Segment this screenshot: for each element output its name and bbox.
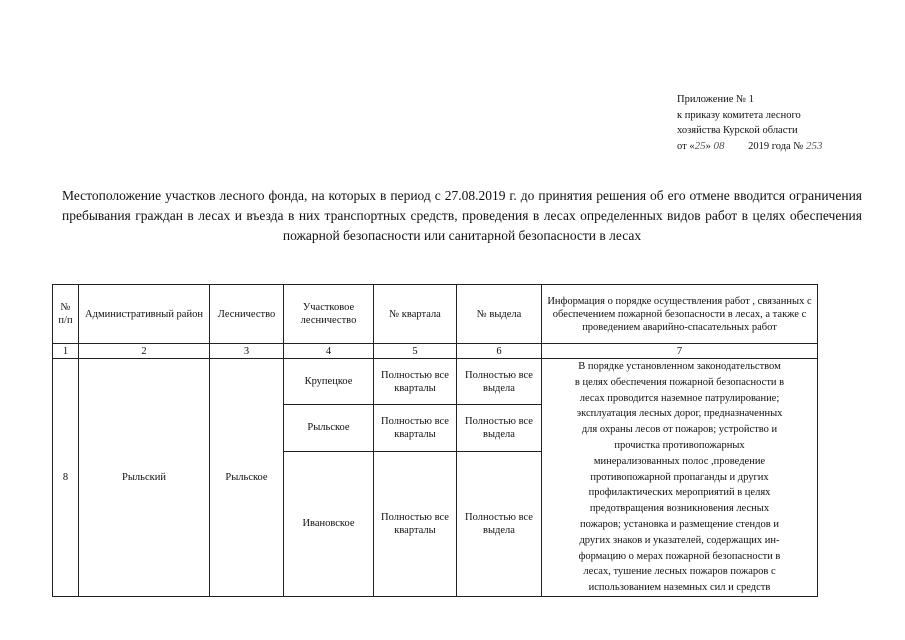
column-number: 5: [374, 344, 457, 359]
header-kvartal: № квартала: [374, 285, 457, 344]
appendix-block: [677, 92, 822, 154]
date-day-handwritten: 25: [694, 139, 706, 152]
info-line: минерализованных полос ,проведение: [593, 455, 766, 467]
kvartal-value: Полностью все кварталы: [374, 359, 457, 405]
column-number-row: [53, 344, 818, 359]
appendix-title: Приложение № 1: [677, 94, 754, 105]
info-line: противопожарной пропаганды и других: [590, 471, 769, 483]
info-line: В порядке установленном законодательством: [578, 361, 781, 372]
info-line: лесах, тушение лесных пожаров пожаров с: [583, 566, 776, 578]
header-info: Информация о порядке осуществления работ , связанных с обеспечением пожарной безопасности в лесах, а также с проведением аварийно-спасательных работ: [542, 285, 818, 344]
subforestry-name: Рыльское: [284, 405, 374, 451]
info-line: пожаров; установка и размещение стендов и: [580, 518, 779, 530]
header-vydel: № выдела: [457, 285, 542, 344]
info-line: в целях обеспечения пожарной безопасности в: [574, 376, 785, 388]
row-forestry: Рыльское: [210, 359, 284, 597]
column-number: 7: [542, 344, 818, 359]
date-suffix: 2019 года №: [748, 140, 804, 152]
header-forestry: Лесничество: [210, 285, 284, 344]
info-line: для охраны лесов от пожаров; устройство и: [581, 424, 778, 436]
info-line: формацию о мерах пожарной безопасности в: [578, 550, 781, 562]
column-number: 6: [457, 344, 542, 359]
header-subforestry: Участковое лесничество: [284, 285, 374, 344]
doc-number-handwritten: 253: [805, 139, 823, 152]
date-mid: »: [705, 140, 714, 152]
subforestry-name: Ивановское: [284, 451, 374, 596]
info-line: профилактических мероприятий в целях: [588, 487, 771, 499]
appendix-order-ref: к приказу комитета лесного: [677, 109, 801, 121]
info-text: [542, 359, 818, 597]
column-number: 4: [284, 344, 374, 359]
header-number: № п/п: [53, 285, 79, 344]
kvartal-value: Полностью все кварталы: [374, 451, 457, 596]
vydel-value: Полностью все выдела: [457, 359, 542, 405]
subforestry-name: Крупецкое: [284, 359, 374, 405]
column-number: 1: [53, 344, 79, 359]
document-title: Местоположение участков лесного фонда, на которых в период с 27.08.2019 г. до принятия решения об его отмене вводится ограничения пребывания граждан в лесах и въезда в них транспортных средств, проведения в лесах определенных видов работ в целях обеспечения пожарной безопасности или санитарной безопасности в лесах: [62, 188, 862, 243]
appendix-authority: хозяйства Курской области: [677, 125, 798, 136]
table-row: [53, 359, 818, 405]
info-line: других знаков и указателей, содержащих ин-: [579, 534, 780, 546]
info-line: прочистка противопожарных: [614, 439, 745, 451]
vydel-value: Полностью все выдела: [457, 451, 542, 596]
row-number: 8: [53, 359, 79, 597]
info-line: использованием наземных сил и средств: [588, 582, 771, 594]
info-line: эксплуатация лесных дорог, предназначенных: [576, 408, 783, 420]
info-line: лесах проводится наземное патрулирование;: [579, 392, 780, 404]
table-header-row: [53, 285, 818, 344]
kvartal-value: Полностью все кварталы: [374, 405, 457, 451]
row-district: Рыльский: [79, 359, 210, 597]
info-line: предотвращения возникновения лесных: [589, 503, 770, 515]
forest-plots-table: [52, 284, 818, 597]
vydel-value: Полностью все выдела: [457, 405, 542, 451]
column-number: 3: [210, 344, 284, 359]
date-prefix: от «: [677, 140, 695, 152]
date-month-handwritten: 08: [713, 139, 725, 152]
appendix-date-line: [677, 139, 822, 155]
header-district: Административный район: [79, 285, 210, 344]
column-number: 2: [79, 344, 210, 359]
